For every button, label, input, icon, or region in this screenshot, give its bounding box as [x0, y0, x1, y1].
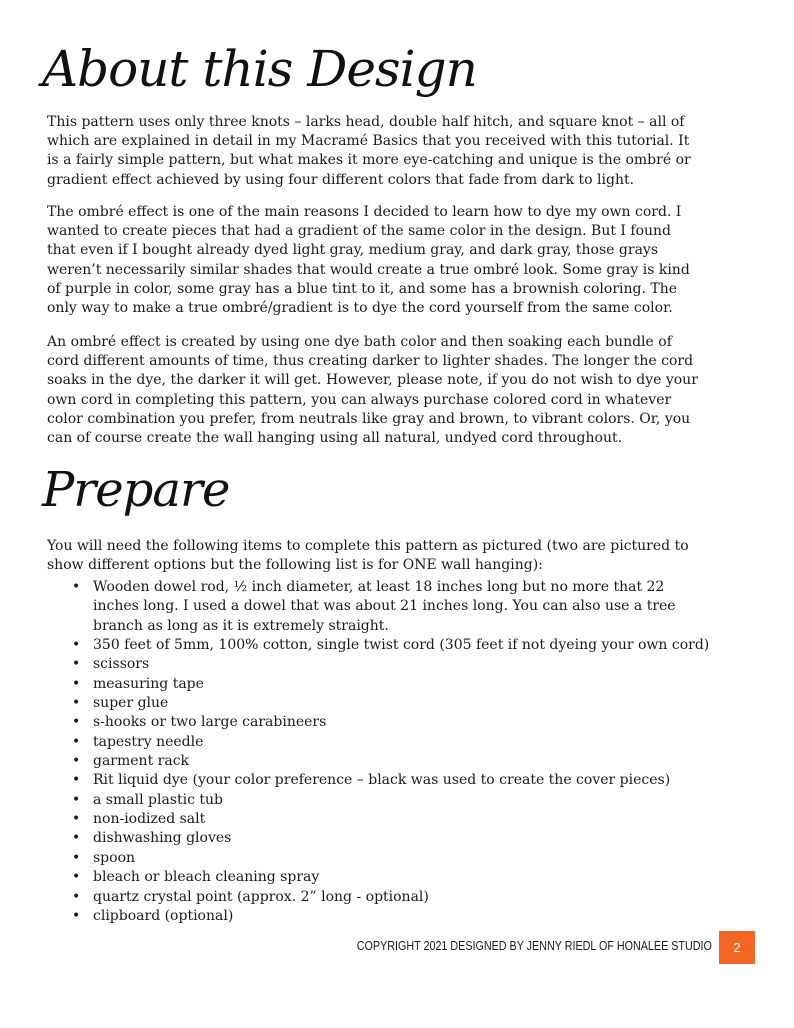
list-item-text: dishwashing gloves — [93, 830, 232, 847]
list-item — [47, 694, 709, 713]
text-line: which are explained in detail in my Macramé Basics that you received with this tutorial. It — [47, 133, 690, 150]
text-line: gradient effect achieved by using four different colors that fade from dark to light. — [47, 171, 635, 188]
bullet-icon: • — [72, 675, 81, 692]
text-line: is a fairly simple pattern, but what makes it more eye-catching and unique is the ombré or — [47, 152, 691, 169]
list-item — [47, 636, 709, 655]
list-item-text: tapestry needle — [93, 733, 204, 750]
bullet-icon: • — [72, 714, 81, 731]
bullet-icon: • — [72, 830, 81, 847]
bullet-icon: • — [72, 656, 81, 673]
list-item-text: measuring tape — [93, 675, 204, 692]
bullet-icon: • — [72, 849, 81, 866]
list-item — [47, 752, 709, 771]
text-line: only way to make a true ombré/gradient is to dye the cord yourself from the same color. — [47, 299, 673, 316]
bullet-icon: • — [72, 791, 81, 808]
text-line: that even if I bought already dyed light gray, medium gray, and dark gray, those grays — [47, 242, 659, 259]
list-item-text: Wooden dowel rod, ½ inch diameter, at least 18 inches long but no more that 22 — [93, 579, 665, 595]
list-item-text: 350 feet of 5mm, 100% cotton, single twist cord (305 feet if not dyeing your own cord) — [93, 637, 710, 654]
bullet-icon: • — [72, 637, 81, 654]
text-line: own cord in completing this pattern, you can always purchase colored cord in whatever — [47, 391, 672, 408]
about-paragraph-2 — [47, 203, 690, 318]
text-line: An ombré effect is created by using one dye bath color and then soaking each bundle of — [47, 334, 672, 350]
list-item — [47, 907, 709, 926]
list-item-text: branch as long as it is extremely straight. — [93, 617, 389, 634]
bullet-icon: • — [72, 888, 81, 905]
list-item — [47, 578, 709, 636]
text-line: This pattern uses only three knots – larks head, double half hitch, and square knot – all of — [47, 114, 685, 130]
copyright-footer: COPYRIGHT 2021 DESIGNED BY JENNY RIEDL OF HONALEE STUDIO — [356, 939, 712, 953]
bullet-icon: • — [72, 753, 81, 770]
list-item-text: s-hooks or two large carabineers — [93, 714, 327, 731]
bullet-icon: • — [72, 907, 81, 924]
about-heading: About this Design — [42, 40, 477, 98]
supplies-list — [47, 578, 709, 926]
text-line: color combination you prefer, from neutrals like gray and brown, to vibrant colors. Or, you — [47, 410, 691, 427]
bullet-icon: • — [72, 772, 81, 789]
list-item — [47, 655, 709, 674]
prepare-heading: Prepare — [42, 462, 230, 518]
bullet-icon: • — [72, 579, 81, 595]
list-item-text: scissors — [93, 656, 150, 673]
list-item — [47, 849, 709, 868]
list-item-text: Rit liquid dye (your color preference – black was used to create the cover pieces) — [93, 772, 671, 789]
text-line: You will need the following items to complete this pattern as pictured (two are pictured to — [47, 538, 689, 554]
text-line: The ombré effect is one of the main reasons I decided to learn how to dye my own cord. I — [47, 204, 682, 220]
list-item-text: inches long. I used a dowel that was about 21 inches long. You can also use a tree — [93, 598, 676, 615]
list-item — [47, 771, 709, 790]
text-line: cord different amounts of time, thus creating darker to lighter shades. The longer the cord — [47, 353, 694, 370]
bullet-icon: • — [72, 869, 81, 886]
bullet-icon: • — [72, 733, 81, 750]
list-item — [47, 888, 709, 907]
text-line: show different options but the following list is for ONE wall hanging): — [47, 557, 543, 574]
list-item-text: spoon — [93, 849, 136, 866]
text-line: of purple in color, some gray has a blue tint to it, and some has a brownish coloring. The — [47, 280, 678, 297]
list-item-text: a small plastic tub — [93, 791, 223, 808]
list-item — [47, 675, 709, 694]
bullet-icon: • — [72, 811, 81, 828]
list-item — [47, 829, 709, 848]
page-number: 2 — [719, 931, 755, 964]
list-item — [47, 810, 709, 829]
list-item-text: clipboard (optional) — [93, 907, 234, 924]
list-item — [47, 868, 709, 887]
list-item — [47, 713, 709, 732]
text-line: wanted to create pieces that had a gradient of the same color in the design. But I found — [47, 223, 672, 240]
list-item-text: super glue — [93, 695, 169, 712]
list-item-text: garment rack — [93, 753, 190, 770]
text-line: soaks in the dye, the darker it will get. However, please note, if you do not wish to dye your — [47, 372, 698, 389]
prepare-intro — [47, 537, 689, 575]
list-item-text: non-iodized salt — [93, 811, 206, 828]
list-item-text: quartz crystal point (approx. 2” long - optional) — [93, 888, 429, 905]
about-paragraph-3 — [47, 333, 698, 448]
list-item-text: bleach or bleach cleaning spray — [93, 869, 320, 886]
list-item — [47, 733, 709, 752]
bullet-icon: • — [72, 695, 81, 712]
text-line: weren’t necessarily similar shades that would create a true ombré look. Some gray is kind — [47, 261, 690, 278]
about-paragraph-1 — [47, 113, 691, 190]
text-line: can of course create the wall hanging using all natural, undyed cord throughout. — [47, 429, 623, 446]
list-item — [47, 791, 709, 810]
